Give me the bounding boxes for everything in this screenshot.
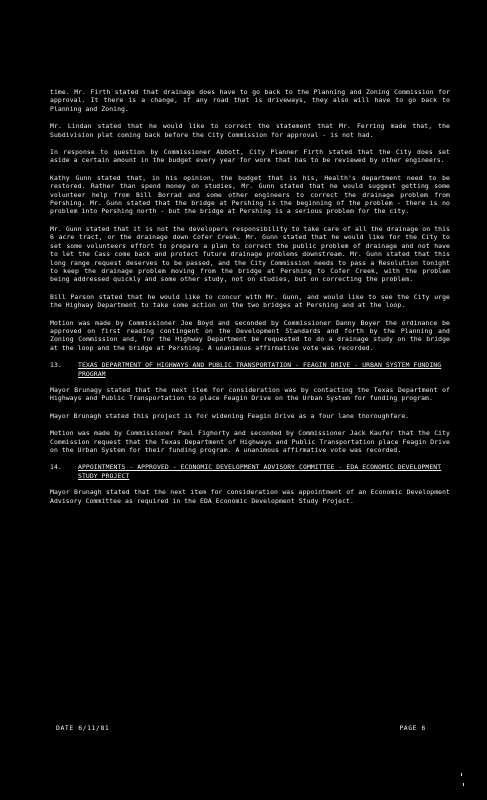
scan-speck [461, 773, 462, 776]
paragraph-4: Kathy Gunn stated that, in his opinion, the budget that is his, Health's department need to be restored. Rather than spend money on studies, Mr. Gunn stated that he would suggest getting some volunteer help from Bill Borrad and some other engineers to correct the drainage problem from Pershing. Mr. Gunn stated that the bridge at Pershing is the beginning of the problem - there is no problem into Pershing north - but the bridge at Pershing is a serious problem for the city. [50, 173, 454, 216]
scan-speck [463, 783, 464, 786]
paragraph-9: Mayor Brunagh stated this project is for widening Feagin Drive as a four lane thoroughfare. [50, 411, 410, 420]
paragraph-11: Mayor Brunagh stated that the next item for consideration was appointment of an Economic Development Advisory Committee as required in the EDA Economic Development Study Project. [50, 488, 454, 505]
paragraph-3: In response to question by Commissioner Abbott, City Planner Firth stated that the City does set aside a certain amount in the budget every year for work that has to be reviewed by other engineers. [50, 148, 454, 165]
agenda-item-13 [50, 361, 450, 378]
item-title: TEXAS DEPARTMENT OF HIGHWAYS AND PUBLIC TRANSPORTATION - FEAGIN DRIVE - URBAN SYSTEM FUNDING PROGRAM [78, 361, 442, 378]
paragraph-2: Mr. Lindan stated that he would like to correct the statement that Mr. Ferring made that, the Subdivision plat coming back before the City Commission for approval - is not had. [50, 122, 454, 139]
paragraph-10: Motion was made by Commissioner Paul Fighorty and seconded by Commissioner Jack Kaufer that the City Commission request that the Texas Department of Highways and Public Transportation place Feagin Drive on the Urban System for their funding program. A unanimous affirmative vote was recorded. [50, 429, 454, 454]
item-number: 13. [50, 361, 62, 370]
agenda-item-14 [50, 463, 450, 480]
paragraph-6: Bill Parson stated that he would like to concur with Mr. Gunn, and would like to see the City urge the Highway Department to take some action on the two bridges at Pershing and at the loop. [50, 292, 454, 310]
paragraph-7: Motion was made by Commissioner Joe Boyd and seconded by Commissioner Danny Boyer the ordinance be approved on first reading contingent on the Development Standards and forth by the Planning and Zoning Commission and, for the Highway Department be requested to do a drainage study on the bridge at the loop and the bridge at Pershing. A unanimous affirmative vote was recorded. [50, 318, 454, 352]
document-page [50, 88, 454, 514]
page-footer [56, 724, 426, 732]
footer-page-number: PAGE 6 [399, 724, 426, 732]
paragraph-5: Mr. Gunn stated that it is not the developers responsibility to take care of all the drainage on this 6 acre tract, or the drainage down Cofer Creek. Mr. Gunn stated that he would like for the City to set some volunteers effort to prepare a plan to correct the public problem of drainage and not have to let the Cass come back and protect future drainage problems downstream. Mr. Gunn stated that this long range request deserves to be passed, and the City Commission needs to pass a Resolution tonight to keep the drainage problem moving from the bridge at Pershing to Cofer Creek, with the problem being addressed quickly and some other study, not on studies, but on correcting the problem. [50, 224, 454, 284]
item-title: APPOINTMENTS - APPROVED - ECONOMIC DEVELOPMENT ADVISORY COMMITTEE - EDA ECONOMIC DEVELOPMENT STUDY PROJECT [78, 463, 442, 480]
item-number: 14. [50, 463, 62, 472]
paragraph-8: Mayor Brunagy stated that the next item for consideration was by contacting the Texas Department of Highways and Public Transportation to place Feagin Drive on the Urban System for funding program. [50, 385, 454, 403]
paragraph-1: time. Mr. Firth stated that drainage does have to go back to the Planning and Zoning Commission for approval. It there is a change, if any road that is driveways, they also will have to go back to Planning and Zoning. [50, 88, 454, 113]
footer-date: DATE 6/11/81 [56, 724, 110, 732]
